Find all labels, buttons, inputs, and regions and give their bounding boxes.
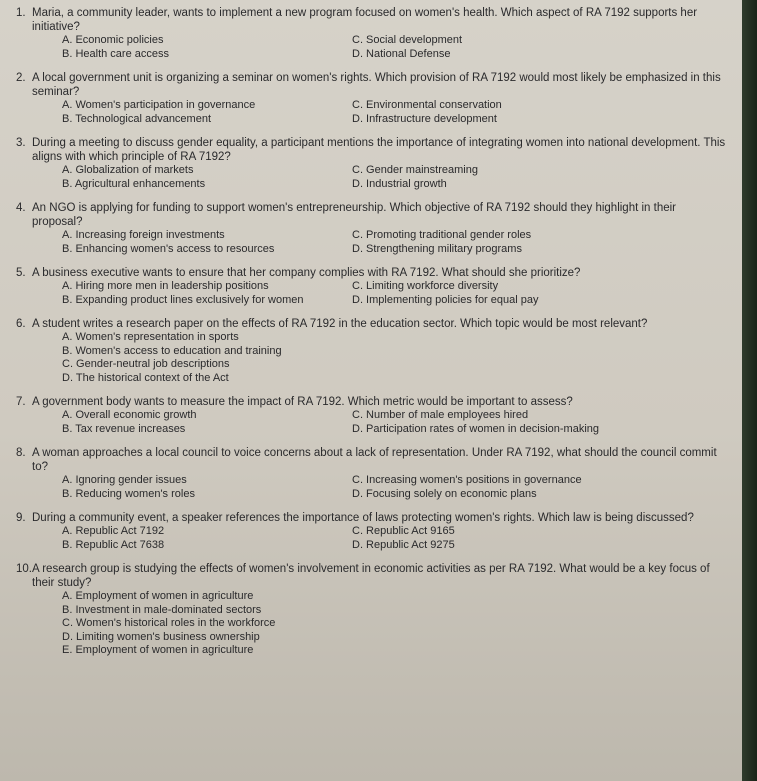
question-number: 6.: [16, 318, 26, 330]
answer-option: C. Increasing women's positions in governance: [352, 474, 582, 486]
answer-option: C. Republic Act 9165: [352, 525, 455, 537]
question-number: 2.: [16, 72, 26, 84]
background-edge: [742, 0, 757, 781]
answer-option: B. Tax revenue increases: [62, 422, 186, 435]
answer-option: D. Implementing policies for equal pay: [352, 293, 539, 306]
question-7: [16, 395, 728, 436]
answer-option: C. Gender mainstreaming: [352, 164, 478, 176]
answer-option: B. Agricultural enhancements: [62, 177, 206, 190]
answer-options: [62, 474, 728, 501]
question-text: During a community event, a speaker references the importance of laws protecting women's rights. Which law is being discussed?: [32, 512, 694, 524]
question-5: [16, 266, 728, 307]
answer-option: D. National Defense: [352, 47, 451, 60]
answer-option: C. Promoting traditional gender roles: [352, 229, 532, 241]
answer-option: B. Health care access: [62, 47, 169, 60]
answer-option: A. Globalization of markets: [62, 164, 194, 176]
question-stem: [16, 395, 728, 409]
question-number: 3.: [16, 137, 26, 149]
question-text: A business executive wants to ensure that her company complies with RA 7192. What should she prioritize?: [32, 267, 581, 279]
question-text: A research group is studying the effects of women's involvement in economic activities as per RA 7192. What would be a key focus of their study?: [32, 563, 710, 589]
answer-options: [62, 331, 728, 385]
question-text: A local government unit is organizing a seminar on women's rights. Which provision of RA 7192 would most likely be emphasized in this seminar?: [32, 72, 721, 98]
answer-option: D. Infrastructure development: [352, 112, 497, 125]
answer-option: C. Social development: [352, 34, 463, 46]
answer-options: [62, 590, 728, 658]
question-number: 10.: [16, 563, 32, 575]
answer-option: D. Limiting women's business ownership: [62, 630, 260, 643]
answer-option: B. Women's access to education and training: [62, 344, 282, 357]
question-text: An NGO is applying for funding to support women's entrepreneurship. Which objective of RA 7192 should they highlight in their proposal?: [32, 202, 677, 228]
answer-options: [62, 280, 728, 307]
question-8: [16, 446, 728, 501]
answer-option: B. Expanding product lines exclusively for women: [62, 293, 304, 306]
question-2: [16, 71, 728, 126]
question-stem: [16, 136, 728, 164]
question-number: 4.: [16, 202, 26, 214]
question-stem: [16, 6, 728, 34]
answer-option: D. Republic Act 9275: [352, 538, 455, 551]
answer-option: A. Republic Act 7192: [62, 525, 165, 537]
answer-option: B. Technological advancement: [62, 112, 212, 125]
question-4: [16, 201, 728, 256]
answer-option: D. The historical context of the Act: [62, 371, 229, 384]
question-number: 1.: [16, 7, 26, 19]
answer-option: A. Women's representation in sports: [62, 331, 239, 343]
answer-option: C. Limiting workforce diversity: [352, 280, 499, 292]
answer-option: C. Women's historical roles in the workforce: [62, 617, 276, 629]
answer-option: A. Employment of women in agriculture: [62, 590, 254, 602]
answer-option: A. Economic policies: [62, 34, 164, 46]
question-1: [16, 6, 728, 61]
question-stem: [16, 562, 728, 590]
question-stem: [16, 446, 728, 474]
answer-option: A. Ignoring gender issues: [62, 474, 187, 486]
question-list: [16, 6, 728, 658]
answer-options: [62, 525, 728, 552]
question-number: 8.: [16, 447, 26, 459]
answer-option: C. Environmental conservation: [352, 99, 502, 111]
question-stem: [16, 71, 728, 99]
question-text: During a meeting to discuss gender equality, a participant mentions the importance of integrating women into national development. This aligns with which principle of RA 7192?: [32, 137, 726, 163]
question-number: 5.: [16, 267, 26, 279]
question-text: Maria, a community leader, wants to implement a new program focused on women's health. Which aspect of RA 7192 supports her initiative?: [32, 7, 698, 33]
question-6: [16, 317, 728, 385]
answer-options: [62, 34, 728, 61]
answer-option: E. Employment of women in agriculture: [62, 644, 254, 656]
question-text: A woman approaches a local council to voice concerns about a lack of representation. Under RA 7192, what should the council commit to?: [32, 447, 717, 473]
question-stem: [16, 317, 728, 331]
answer-option: D. Industrial growth: [352, 177, 447, 190]
answer-option: D. Participation rates of women in decision-making: [352, 422, 600, 435]
question-text: A student writes a research paper on the effects of RA 7192 in the education sector. Which topic would be most relevant?: [32, 318, 648, 330]
question-9: [16, 511, 728, 552]
answer-option: A. Overall economic growth: [62, 409, 197, 421]
answer-options: [62, 229, 728, 256]
question-number: 7.: [16, 396, 26, 408]
answer-options: [62, 164, 728, 191]
answer-option: B. Republic Act 7638: [62, 538, 165, 551]
answer-option: D. Strengthening military programs: [352, 242, 522, 255]
answer-option: B. Enhancing women's access to resources: [62, 242, 275, 255]
answer-option: B. Reducing women's roles: [62, 487, 195, 500]
answer-option: D. Focusing solely on economic plans: [352, 487, 537, 500]
question-10: [16, 562, 728, 658]
question-stem: [16, 266, 728, 280]
answer-option: C. Gender-neutral job descriptions: [62, 358, 230, 370]
question-stem: [16, 511, 728, 525]
answer-option: B. Investment in male-dominated sectors: [62, 603, 262, 616]
answer-option: A. Increasing foreign investments: [62, 229, 225, 241]
answer-options: [62, 409, 728, 436]
question-stem: [16, 201, 728, 229]
question-text: A government body wants to measure the impact of RA 7192. Which metric would be important to assess?: [32, 396, 573, 408]
answer-option: A. Women's participation in governance: [62, 99, 256, 111]
question-3: [16, 136, 728, 191]
answer-option: A. Hiring more men in leadership positions: [62, 280, 269, 292]
answer-options: [62, 99, 728, 126]
question-number: 9.: [16, 512, 26, 524]
answer-option: C. Number of male employees hired: [352, 409, 529, 421]
